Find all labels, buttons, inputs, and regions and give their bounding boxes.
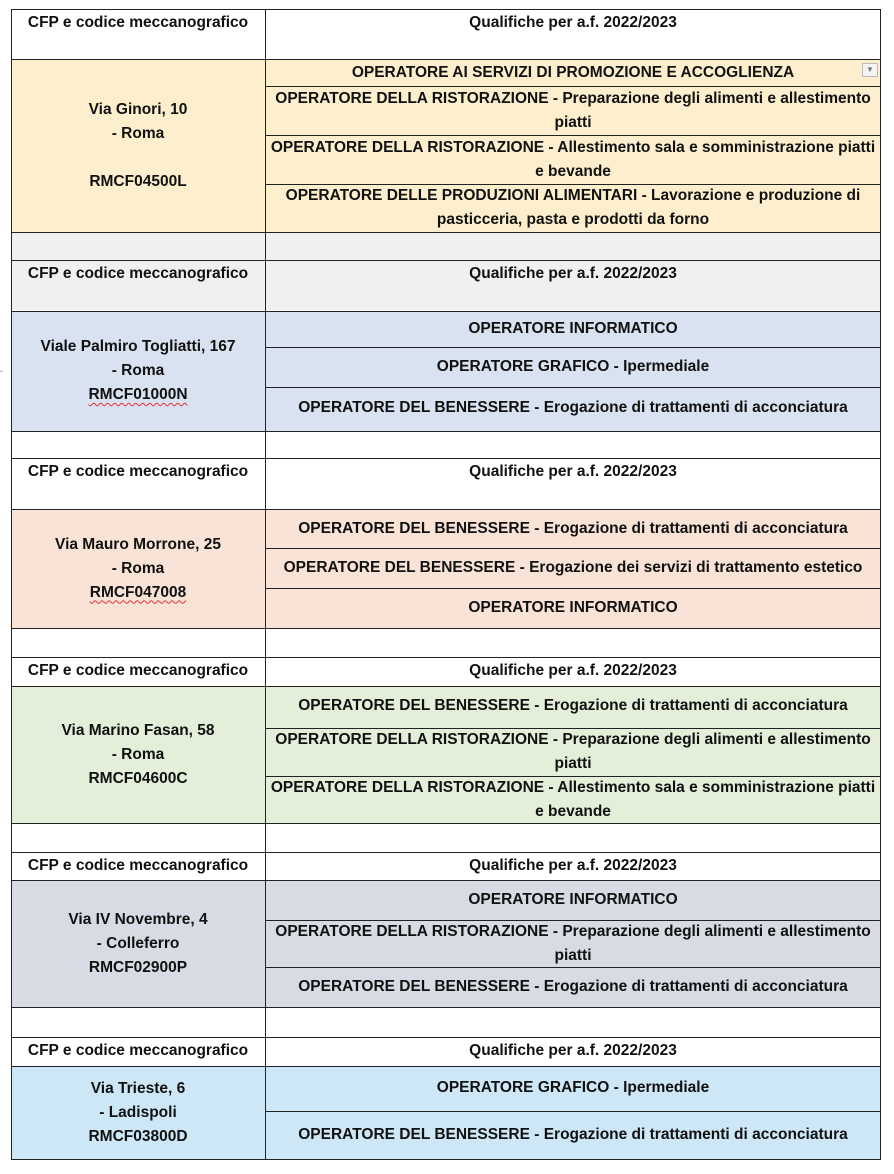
header-qualifiche (265, 260, 881, 310)
row-border (265, 588, 881, 589)
qualification-title: OPERATORE DEL BENESSERE (298, 399, 530, 416)
row-border (11, 823, 881, 824)
row-border (11, 232, 881, 233)
header-cfp (11, 260, 265, 310)
row-border (265, 776, 881, 777)
cfp-city: - Roma (111, 559, 165, 577)
spacer-cell (265, 232, 881, 260)
row-border (265, 967, 881, 968)
qualification-cell (265, 686, 881, 728)
qualification-cell (265, 967, 881, 1007)
row-border (265, 728, 881, 729)
cfp-address: Via IV Novembre, 4 (68, 910, 208, 928)
qualification-text (437, 1076, 709, 1100)
header-cfp (11, 657, 265, 684)
qualification-detail: - Preparazione degli alimenti e allestimento piatti (548, 922, 871, 964)
qualification-text (468, 317, 677, 341)
spacer-cell (11, 823, 265, 851)
row-border (11, 458, 881, 459)
qualification-cell (265, 509, 881, 548)
qualification-title: OPERATORE AI SERVIZI DI PROMOZIONE E ACCOGLIENZA (351, 63, 795, 81)
header-qualifiche-label: Qualifiche per a.f. 2022/2023 (469, 1042, 677, 1059)
spacer-cell (11, 628, 265, 656)
qualification-title: OPERATORE DELLA RISTORAZIONE (275, 89, 549, 107)
qualification-title: OPERATORE GRAFICO (436, 358, 610, 375)
qualification-detail: - Ipermediale (609, 358, 710, 375)
qualification-cell (265, 59, 881, 86)
spacer-cell (11, 232, 265, 260)
cfp-code: RMCF01000N (88, 386, 188, 403)
header-qualifiche-label: Qualifiche per a.f. 2022/2023 (469, 463, 677, 480)
qualification-title: OPERATORE DELLE PRODUZIONI ALIMENTARI (285, 187, 638, 204)
cfp-city: - Roma (111, 124, 165, 142)
row-border (265, 920, 881, 921)
stray-tick-mark: - (0, 366, 3, 376)
header-qualifiche-label: Qualifiche per a.f. 2022/2023 (469, 857, 677, 874)
header-qualifiche (265, 657, 881, 684)
cfp-location-cell (11, 880, 265, 1007)
qualification-text (298, 396, 848, 420)
cfp-address: Via Mauro Morrone, 25 (55, 535, 221, 553)
qualification-cell (265, 588, 881, 628)
qualification-cell (265, 311, 881, 347)
header-cfp-label: CFP e codice meccanografico (27, 662, 249, 679)
header-cfp (11, 852, 265, 878)
qualification-text (284, 556, 863, 580)
qualification-title: OPERATORE DEL BENESSERE (283, 559, 516, 576)
qualification-title: OPERATORE DEL BENESSERE (298, 519, 530, 537)
qualification-text (269, 87, 877, 135)
row-border (11, 431, 881, 432)
column-border (265, 9, 266, 1160)
header-qualifiche (265, 1037, 881, 1063)
cfp-address: Via Ginori, 10 (88, 100, 188, 118)
qualification-cell (265, 728, 881, 776)
header-cfp-label: CFP e codice meccanografico (27, 265, 249, 282)
qualification-title: OPERATORE INFORMATICO (468, 320, 678, 337)
qualification-detail: - Preparazione degli alimenti e allestimento piatti (548, 89, 871, 131)
row-border (11, 509, 881, 510)
row-border (11, 9, 881, 10)
cfp-city: - Roma (111, 745, 165, 763)
row-border (11, 686, 881, 687)
qualification-cell (265, 880, 881, 920)
spacer-cell (265, 1007, 881, 1036)
qualification-cell (265, 387, 881, 431)
qualification-cell (265, 184, 881, 232)
header-cfp-label: CFP e codice meccanografico (27, 14, 249, 31)
row-border (265, 548, 881, 549)
cfp-location-cell (11, 1066, 265, 1160)
qualification-text (298, 975, 848, 999)
qualification-detail: - Erogazione dei servizi di trattamento estetico (515, 559, 863, 576)
row-border (11, 1007, 881, 1008)
qualification-text (298, 694, 848, 718)
qualification-text (269, 728, 877, 776)
row-border (11, 260, 881, 261)
cfp-address: Viale Palmiro Togliatti, 167 (40, 338, 236, 355)
qualification-title: OPERATORE INFORMATICO (468, 891, 678, 908)
qualification-cell (265, 1066, 881, 1111)
row-border (265, 387, 881, 388)
column-border (880, 9, 881, 1160)
cfp-location-cell (11, 686, 265, 823)
qualification-text (269, 136, 877, 184)
qualification-text (298, 517, 848, 541)
row-border (11, 1066, 881, 1067)
header-cfp (11, 9, 265, 58)
qualification-cell (265, 135, 881, 184)
qualification-detail: - Erogazione di trattamenti di acconciatura (529, 399, 848, 416)
cfp-address: Via Marino Fasan, 58 (61, 721, 215, 739)
qualification-detail: - Allestimento sala e somministrazione piatti e bevande (535, 778, 876, 820)
cfp-code: RMCF03800D (88, 1128, 188, 1145)
qualification-cell (265, 86, 881, 135)
spacer-cell (265, 431, 881, 459)
cfp-code: RMCF02900P (88, 958, 188, 976)
spacer-cell (11, 1007, 265, 1036)
qualification-title: OPERATORE DELLA RISTORAZIONE (275, 731, 549, 748)
cfp-code: RMCF04600C (88, 769, 188, 787)
qualification-text (269, 184, 877, 232)
cfp-location-cell (11, 59, 265, 232)
qualification-cell (265, 776, 881, 823)
header-qualifiche-label: Qualifiche per a.f. 2022/2023 (469, 662, 677, 679)
header-cfp (11, 1037, 265, 1063)
qualification-detail: - Erogazione di trattamenti di acconciatura (529, 1125, 848, 1143)
spacer-cell (11, 431, 265, 459)
cfp-city: - Colleferro (96, 934, 180, 952)
qualification-title: OPERATORE DEL BENESSERE (298, 978, 530, 995)
qualification-title: OPERATORE DELLA RISTORAZIONE (270, 778, 545, 796)
qualification-text (468, 888, 677, 912)
qualification-title: OPERATORE DEL BENESSERE (298, 1125, 530, 1143)
header-qualifiche (265, 9, 881, 58)
qualification-detail: - Erogazione di trattamenti di acconciatura (529, 519, 848, 537)
qualification-detail: - Ipermediale (609, 1078, 710, 1096)
header-cfp-label: CFP e codice meccanografico (27, 1042, 249, 1059)
qualification-detail: - Lavorazione e produzione di pasticceria, pasta e prodotti da forno (436, 187, 861, 228)
row-border (265, 135, 881, 136)
qualification-detail: - Allestimento sala e somministrazione piatti e bevande (535, 138, 876, 180)
cfp-city: - Ladispoli (99, 1104, 177, 1121)
row-border (265, 184, 881, 185)
cfp-city: - Roma (111, 362, 165, 379)
qualification-detail: - Erogazione di trattamenti di acconciatura (529, 978, 848, 995)
cfp-address: Via Trieste, 6 (90, 1080, 186, 1097)
row-border (11, 657, 881, 658)
row-border (11, 1037, 881, 1038)
qualification-cell (265, 347, 881, 387)
row-border (11, 852, 881, 853)
column-border (11, 9, 12, 1160)
header-qualifiche (265, 852, 881, 878)
cfp-location-cell (11, 509, 265, 628)
cfp-code: RMCF047008 (89, 583, 187, 601)
qualification-text (352, 61, 794, 85)
qualifications-table (11, 9, 881, 1160)
header-qualifiche-label: Qualifiche per a.f. 2022/2023 (469, 14, 677, 31)
header-qualifiche (265, 458, 881, 507)
spacer-cell (265, 628, 881, 656)
qualification-cell (265, 920, 881, 967)
row-border (11, 59, 881, 60)
header-cfp-label: CFP e codice meccanografico (27, 857, 249, 874)
row-border (11, 880, 881, 881)
dropdown-arrow-icon[interactable]: ▼ (862, 63, 878, 77)
row-border (11, 1159, 881, 1160)
row-border (11, 628, 881, 629)
qualification-detail: - Erogazione di trattamenti di acconciatura (529, 697, 848, 714)
header-qualifiche-label: Qualifiche per a.f. 2022/2023 (469, 265, 677, 282)
qualification-cell (265, 548, 881, 588)
qualification-title: OPERATORE DELLA RISTORAZIONE (275, 922, 549, 940)
cfp-location-cell (11, 311, 265, 431)
qualification-detail: - Preparazione degli alimenti e allestimento piatti (548, 731, 871, 772)
row-border (265, 1111, 881, 1112)
qualification-title: OPERATORE GRAFICO (436, 1078, 610, 1096)
qualification-text (269, 776, 877, 824)
spacer-cell (265, 823, 881, 851)
qualification-title: OPERATORE INFORMATICO (468, 599, 678, 616)
qualification-text (468, 596, 677, 620)
qualification-title: OPERATORE DEL BENESSERE (298, 697, 530, 714)
qualification-cell (265, 1111, 881, 1160)
header-cfp (11, 458, 265, 507)
qualification-text (437, 355, 709, 379)
cfp-code: RMCF04500L (89, 172, 187, 190)
row-border (265, 86, 881, 87)
qualification-text (269, 920, 877, 968)
qualification-text (298, 1123, 848, 1147)
header-cfp-label: CFP e codice meccanografico (27, 463, 249, 480)
qualification-title: OPERATORE DELLA RISTORAZIONE (270, 138, 545, 156)
row-border (265, 347, 881, 348)
row-border (11, 311, 881, 312)
